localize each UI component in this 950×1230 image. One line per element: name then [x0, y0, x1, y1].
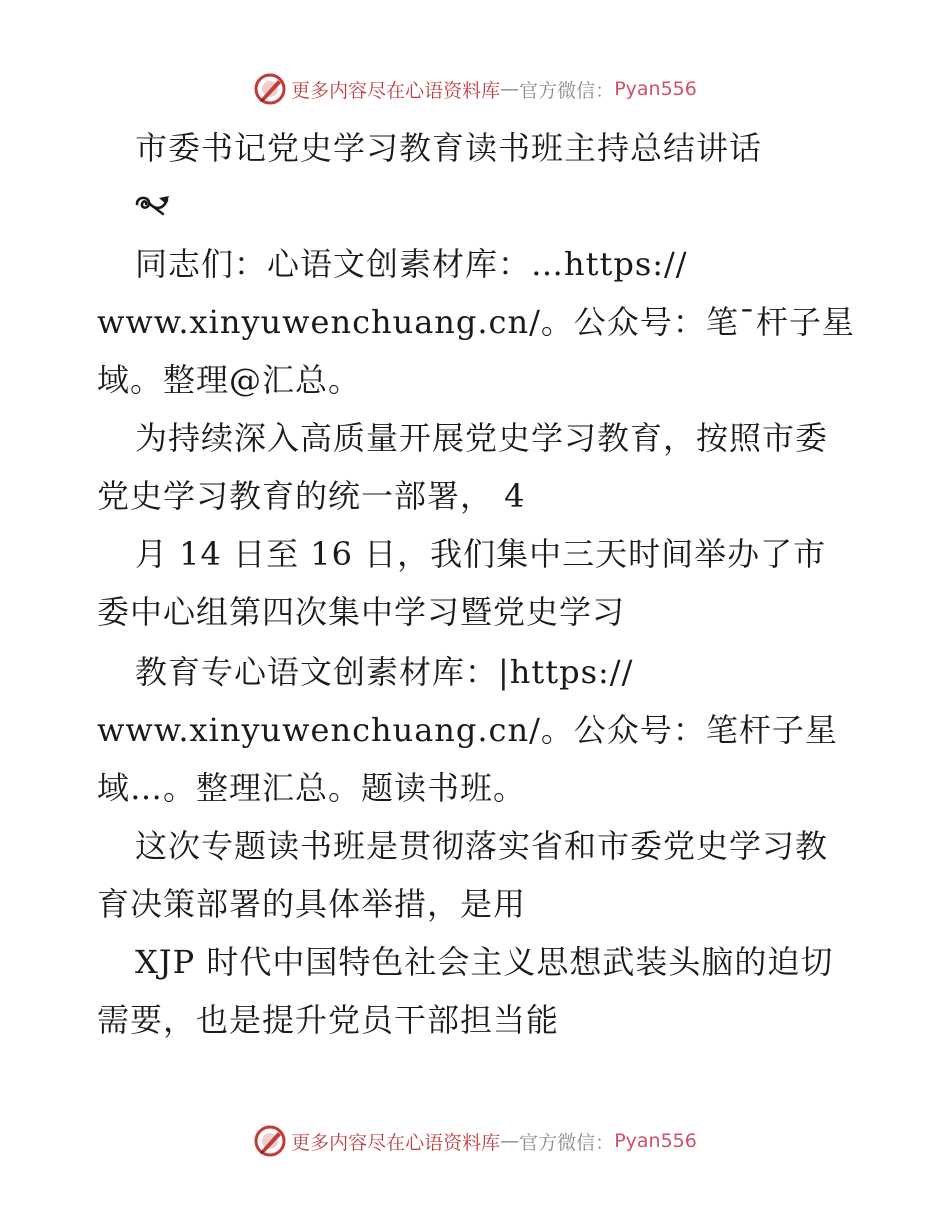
paragraph-line: 这次专题读书班是贯彻落实省和市委党史学习教	[135, 827, 829, 865]
banner-label: 官方微信：	[519, 1131, 615, 1154]
paragraph-line: 教育专心语文创素材库：|https://	[135, 653, 634, 691]
banner-dash: —	[500, 78, 520, 100]
header-banner	[0, 72, 950, 106]
swirl-ornament-icon	[133, 190, 173, 218]
paragraph-line: 党史学习教育的统一部署， 4	[97, 477, 526, 515]
banner-main-text: 更多内容尽在心语资料库	[291, 1131, 501, 1154]
paragraph-line: 育决策部署的具体举措，是用	[97, 885, 527, 923]
document-title: 市委书记党史学习教育读书班主持总结讲话	[135, 129, 763, 167]
paragraph-line: XJP 时代中国特色社会主义思想武装头脑的迫切	[135, 943, 834, 981]
paragraph-line: 同志们：心语文创素材库：…https://	[135, 245, 688, 283]
pen-circle-logo-icon	[253, 72, 287, 106]
banner-wechat-id: Pyan556	[614, 78, 697, 100]
banner-dash: —	[500, 1130, 520, 1152]
banner-main-text: 更多内容尽在心语资料库	[291, 79, 501, 102]
paragraph-line: 月 14 日至 16 日，我们集中三天时间举办了市	[135, 535, 827, 573]
paragraph-line: www.xinyuwenchuang.cn/。公众号：笔杆子星	[97, 711, 838, 749]
footer-banner	[0, 1124, 950, 1158]
pen-circle-logo-icon	[253, 1124, 287, 1158]
banner-wechat-id: Pyan556	[614, 1130, 697, 1152]
banner-label: 官方微信：	[519, 79, 615, 102]
paragraph-line: 需要，也是提升党员干部担当能	[97, 1001, 560, 1039]
paragraph-line: 为持续深入高质量开展党史学习教育，按照市委	[135, 419, 829, 457]
paragraph-line: 域…。整理汇总。题读书班。	[97, 769, 527, 807]
paragraph-line: www.xinyuwenchuang.cn/。公众号：笔¯杆子星	[97, 303, 855, 341]
paragraph-line: 域。整理@汇总。	[97, 361, 362, 399]
paragraph-line: 委中心组第四次集中学习暨党史学习	[97, 593, 626, 631]
